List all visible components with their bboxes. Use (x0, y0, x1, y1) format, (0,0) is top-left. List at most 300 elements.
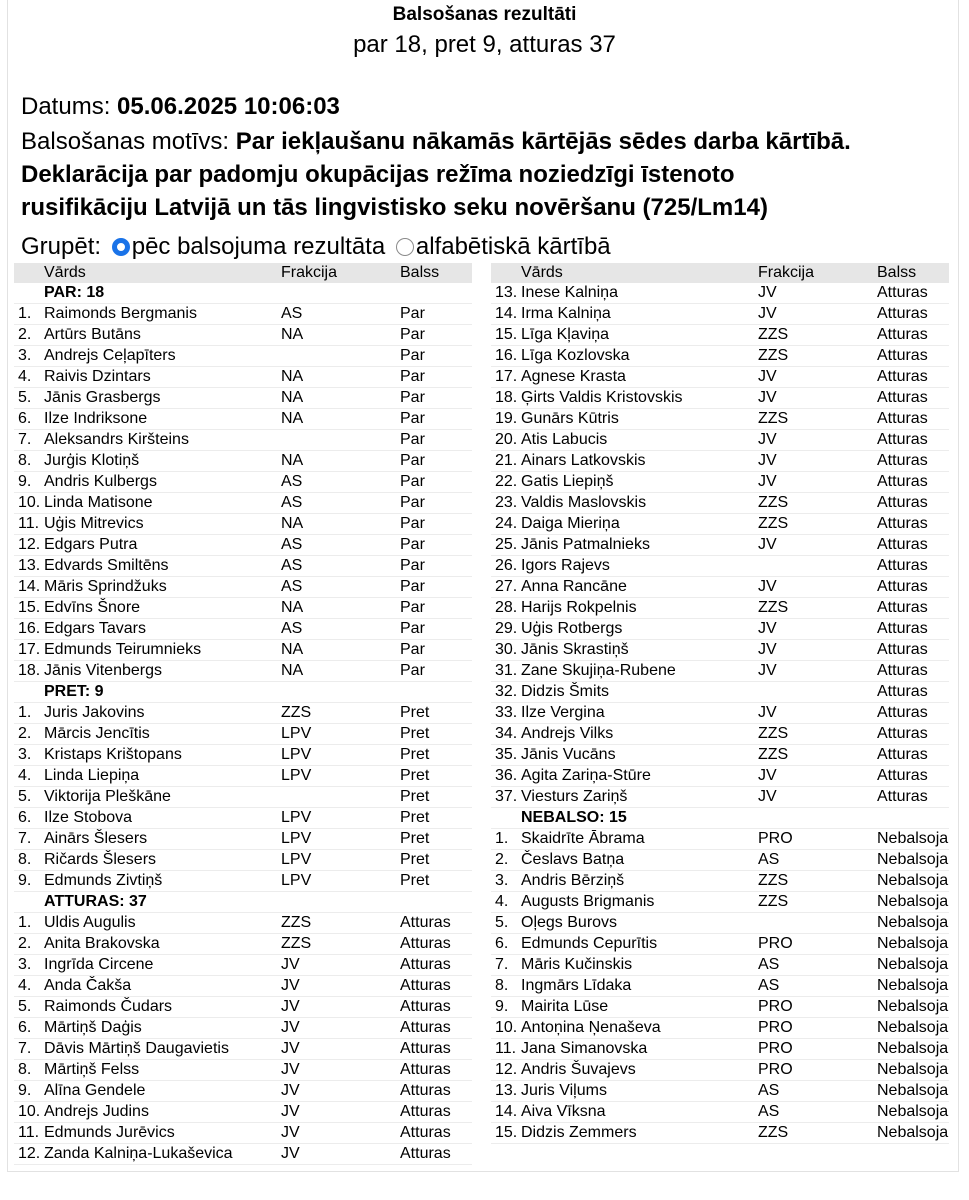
row-number: 13. (495, 284, 518, 301)
vote-cell: Par (400, 515, 425, 532)
row-number: 11. (18, 1124, 40, 1141)
date-label: Datums: (21, 93, 118, 120)
faction-cell: AS (758, 977, 780, 994)
row-number: 13. (18, 557, 41, 574)
results-table-left (14, 263, 472, 1165)
deputy-name: Agnese Krasta (521, 368, 626, 385)
faction-cell: ZZS (758, 872, 789, 889)
row-number: 15. (495, 326, 518, 343)
row-number: 7. (18, 1040, 32, 1057)
deputy-name: Jana Simanovska (521, 1040, 648, 1057)
vote-cell: Pret (400, 788, 430, 805)
vote-cell: Atturas (400, 914, 451, 931)
table-row (14, 955, 472, 976)
vote-cell: Atturas (400, 977, 451, 994)
deputy-name: Māris Kučinskis (521, 956, 633, 973)
faction-cell: ZZS (758, 746, 789, 763)
faction-cell: JV (281, 1040, 300, 1057)
table-row (14, 367, 472, 388)
table-row (14, 703, 472, 724)
faction-cell: JV (281, 1145, 300, 1162)
header-vote: Balss (877, 264, 917, 281)
row-number: 4. (18, 767, 32, 784)
faction-cell: JV (281, 1124, 300, 1141)
faction-cell: AS (758, 1103, 780, 1120)
table-row (491, 535, 949, 556)
deputy-name: Edmunds Jurēvics (44, 1124, 175, 1141)
vote-cell: Nebalsoja (877, 1019, 949, 1036)
header-faction: Frakcija (281, 264, 338, 281)
table-row (14, 619, 472, 640)
radio-by-result-label[interactable]: pēc balsojuma rezultāta (131, 233, 386, 260)
table-row (491, 724, 949, 745)
table-row (491, 451, 949, 472)
row-number: 19. (495, 410, 518, 427)
table-row (491, 1060, 949, 1081)
row-number: 3. (18, 746, 32, 763)
faction-cell: ZZS (758, 326, 789, 343)
deputy-name: Oļegs Burovs (521, 914, 618, 931)
row-number: 3. (18, 347, 32, 364)
vote-cell: Nebalsoja (877, 893, 949, 910)
faction-cell: PRO (758, 830, 793, 847)
group-header-row (14, 892, 472, 913)
deputy-name: Harijs Rokpelnis (521, 599, 637, 616)
row-number: 6. (18, 809, 32, 826)
deputy-name: Artūrs Butāns (44, 326, 141, 343)
faction-cell: AS (281, 473, 303, 490)
table-row (491, 556, 949, 577)
row-number: 4. (18, 368, 32, 385)
faction-cell: NA (281, 410, 304, 427)
deputy-name: Česlavs Batņa (521, 851, 625, 868)
row-number: 15. (18, 599, 41, 616)
vote-cell: Pret (400, 704, 430, 721)
row-number: 36. (495, 767, 518, 784)
vote-cell: Nebalsoja (877, 998, 949, 1015)
vote-cell: Par (400, 389, 425, 406)
deputy-name: Ingmārs Līdaka (521, 977, 632, 994)
table-row (491, 1039, 949, 1060)
deputy-name: Igors Rajevs (521, 557, 610, 574)
row-number: 31. (495, 662, 518, 679)
vote-cell: Atturas (877, 410, 928, 427)
deputy-name: Ainārs Šlesers (44, 830, 148, 847)
table-row (14, 577, 472, 598)
row-number: 8. (18, 851, 32, 868)
table-row (14, 556, 472, 577)
group-label: NEBALSO: 15 (521, 809, 627, 826)
deputy-name: Līga Kozlovska (521, 347, 630, 364)
deputy-name: Andris Bērziņš (521, 872, 625, 889)
row-number: 8. (495, 977, 509, 994)
deputy-name: Mairita Lūse (521, 998, 609, 1015)
table-row (491, 766, 949, 787)
table-row (14, 1018, 472, 1039)
deputy-name: Ainars Latkovskis (521, 452, 646, 469)
deputy-name: Jānis Patmalnieks (521, 536, 650, 553)
vote-cell: Atturas (877, 788, 928, 805)
deputy-name: Juris Jakovins (44, 704, 145, 721)
faction-cell: ZZS (758, 1124, 789, 1141)
deputy-name: Juris Viļums (521, 1082, 607, 1099)
deputy-name: Valdis Maslovskis (521, 494, 647, 511)
vote-cell: Pret (400, 809, 430, 826)
faction-cell: AS (758, 956, 780, 973)
group-label: PRET: 9 (44, 683, 104, 700)
vote-cell: Nebalsoja (877, 1082, 949, 1099)
row-number: 29. (495, 620, 518, 637)
row-number: 14. (18, 578, 41, 595)
table-row (491, 682, 949, 703)
vote-cell: Par (400, 536, 425, 553)
row-number: 9. (18, 872, 32, 889)
faction-cell: JV (758, 641, 777, 658)
vote-cell: Pret (400, 872, 430, 889)
vote-cell: Par (400, 578, 425, 595)
deputy-name: Jurģis Klotiņš (44, 452, 140, 469)
deputy-name: Linda Liepiņa (44, 767, 140, 784)
row-number: 6. (18, 410, 32, 427)
row-number: 1. (495, 830, 509, 847)
faction-cell: NA (281, 599, 304, 616)
vote-cell: Atturas (877, 683, 928, 700)
vote-cell: Nebalsoja (877, 1124, 949, 1141)
faction-cell: JV (758, 452, 777, 469)
faction-cell: LPV (281, 809, 312, 826)
row-number: 18. (495, 389, 518, 406)
faction-cell: JV (758, 305, 777, 322)
deputy-name: Edgars Putra (44, 536, 138, 553)
faction-cell: ZZS (758, 725, 789, 742)
deputy-name: Andrejs Ceļapīters (44, 347, 176, 364)
faction-cell: LPV (281, 872, 312, 889)
table-row (14, 430, 472, 451)
deputy-name: Raivis Dzintars (44, 368, 151, 385)
faction-cell: JV (281, 956, 300, 973)
row-number: 6. (495, 935, 509, 952)
table-row (14, 304, 472, 325)
deputy-name: Aleksandrs Kiršteins (44, 431, 189, 448)
table-row (491, 745, 949, 766)
table-row (14, 514, 472, 535)
vote-cell: Atturas (400, 1103, 451, 1120)
row-number: 21. (495, 452, 518, 469)
table-row (491, 304, 949, 325)
group-header-row (14, 283, 472, 304)
header-name: Vārds (521, 264, 563, 281)
deputy-name: Jānis Skrastiņš (521, 641, 629, 658)
table-row (14, 640, 472, 661)
row-number: 10. (495, 1019, 518, 1036)
deputy-name: Andris Kulbergs (44, 473, 157, 490)
row-number: 28. (495, 599, 518, 616)
row-number: 1. (18, 704, 32, 721)
row-number: 35. (495, 746, 518, 763)
vote-cell: Par (400, 620, 425, 637)
deputy-name: Ilze Indriksone (44, 410, 148, 427)
row-number: 1. (18, 305, 32, 322)
table-row (491, 661, 949, 682)
table-row (491, 913, 949, 934)
deputy-name: Ilze Stobova (44, 809, 133, 826)
faction-cell: ZZS (758, 893, 789, 910)
group-label: ATTURAS: 37 (44, 893, 147, 910)
row-number: 10. (18, 494, 41, 511)
row-number: 10. (18, 1103, 41, 1120)
faction-cell: NA (281, 662, 304, 679)
row-number: 34. (495, 725, 518, 742)
deputy-name: Jānis Grasbergs (44, 389, 161, 406)
table-row (491, 1081, 949, 1102)
table-row (491, 892, 949, 913)
vote-cell: Pret (400, 767, 430, 784)
vote-cell: Par (400, 662, 425, 679)
row-number: 11. (495, 1040, 517, 1057)
table-row (14, 829, 472, 850)
row-number: 8. (18, 1061, 32, 1078)
table-row (491, 829, 949, 850)
vote-cell: Par (400, 494, 425, 511)
faction-cell: JV (758, 620, 777, 637)
deputy-name: Viktorija Pleškāne (44, 788, 171, 805)
header-name: Vārds (44, 264, 86, 281)
row-number: 2. (18, 326, 32, 343)
deputy-name: Mārtiņš Daģis (44, 1019, 142, 1036)
table-row (491, 934, 949, 955)
motive-line-2 (21, 161, 735, 189)
table-row (491, 619, 949, 640)
row-number: 27. (495, 578, 518, 595)
deputy-name: Ingrīda Circene (44, 956, 154, 973)
vote-cell: Atturas (877, 662, 928, 679)
grouping-label: Grupēt: (21, 233, 108, 260)
page-title: Balsošanas rezultāti (392, 4, 577, 25)
faction-cell: JV (758, 704, 777, 721)
deputy-name: Edmunds Zivtiņš (44, 872, 163, 889)
table-row (491, 1018, 949, 1039)
table-row (14, 661, 472, 682)
table-row (491, 787, 949, 808)
table-row (14, 787, 472, 808)
vote-cell: Nebalsoja (877, 1061, 949, 1078)
deputy-name: Uģis Rotbergs (521, 620, 623, 637)
faction-cell: JV (281, 998, 300, 1015)
row-number: 33. (495, 704, 518, 721)
deputy-name: Atis Labucis (521, 431, 608, 448)
row-number: 32. (495, 683, 518, 700)
vote-cell: Pret (400, 725, 430, 742)
vote-cell: Pret (400, 746, 430, 763)
row-number: 3. (495, 872, 509, 889)
vote-cell: Atturas (877, 452, 928, 469)
motive-text-2: Deklarācija par padomju okupācijas režīma noziedzīgi īstenoto (21, 161, 735, 188)
faction-cell: JV (758, 389, 777, 406)
table-row (14, 598, 472, 619)
row-number: 5. (18, 998, 32, 1015)
faction-cell: JV (758, 788, 777, 805)
vote-cell: Atturas (877, 767, 928, 784)
vote-cell: Atturas (400, 1082, 451, 1099)
table-row (14, 1102, 472, 1123)
deputy-name: Anna Rancāne (521, 578, 627, 595)
vote-cell: Atturas (400, 998, 451, 1015)
vote-cell: Nebalsoja (877, 956, 949, 973)
faction-cell: LPV (281, 851, 312, 868)
deputy-name: Jānis Vucāns (521, 746, 616, 763)
table-row (491, 1123, 949, 1144)
row-number: 23. (495, 494, 518, 511)
vote-cell: Atturas (400, 1040, 451, 1057)
faction-cell: AS (281, 494, 303, 511)
vote-cell: Nebalsoja (877, 914, 949, 931)
vote-cell: Atturas (877, 326, 928, 343)
table-row (491, 703, 949, 724)
vote-cell: Atturas (877, 557, 928, 574)
table-row (491, 283, 949, 304)
deputy-name: Ilze Vergina (521, 704, 605, 721)
vote-cell: Atturas (877, 368, 928, 385)
deputy-name: Dāvis Mārtiņš Daugavietis (44, 1040, 229, 1057)
radio-by-result[interactable] (112, 238, 130, 256)
faction-cell: JV (281, 1061, 300, 1078)
vote-cell: Atturas (877, 620, 928, 637)
faction-cell: JV (281, 1082, 300, 1099)
deputy-name: Anda Čakša (44, 977, 132, 994)
deputy-name: Alīna Gendele (44, 1082, 146, 1099)
vote-cell: Nebalsoja (877, 830, 949, 847)
vote-cell: Pret (400, 851, 430, 868)
vote-cell: Atturas (877, 641, 928, 658)
faction-cell: NA (281, 641, 304, 658)
table-row (14, 1081, 472, 1102)
deputy-name: Antoņina Ņenaševa (521, 1019, 661, 1036)
vote-cell: Atturas (877, 347, 928, 364)
deputy-name: Linda Matisone (44, 494, 153, 511)
radio-alphabetical[interactable] (396, 238, 414, 256)
date-line (21, 93, 340, 121)
vote-cell: Par (400, 431, 425, 448)
vote-summary: par 18, pret 9, atturas 37 (353, 31, 616, 58)
row-number: 20. (495, 431, 518, 448)
table-row (14, 388, 472, 409)
row-number: 2. (18, 725, 32, 742)
table-row (491, 577, 949, 598)
vote-cell: Nebalsoja (877, 1103, 949, 1120)
faction-cell: PRO (758, 935, 793, 952)
vote-cell: Atturas (877, 578, 928, 595)
faction-cell: PRO (758, 998, 793, 1015)
motive-text-3: rusifikāciju Latvijā un tās lingvistisko seku novēršanu (725/Lm14) (21, 194, 768, 221)
deputy-name: Ģirts Valdis Kristovskis (521, 389, 683, 406)
row-number: 7. (495, 956, 509, 973)
faction-cell: JV (758, 368, 777, 385)
faction-cell: ZZS (758, 347, 789, 364)
faction-cell: JV (758, 536, 777, 553)
header-faction: Frakcija (758, 264, 815, 281)
deputy-name: Viesturs Zariņš (521, 788, 628, 805)
deputy-name: Uldis Augulis (44, 914, 136, 931)
table-row (491, 388, 949, 409)
deputy-name: Māris Sprindžuks (44, 578, 167, 595)
table-row (14, 997, 472, 1018)
deputy-name: Raimonds Bergmanis (44, 305, 197, 322)
faction-cell: AS (281, 557, 303, 574)
vote-cell: Atturas (877, 725, 928, 742)
row-number: 12. (495, 1061, 518, 1078)
results-table-right (491, 263, 949, 1144)
row-number: 12. (18, 1145, 41, 1162)
deputy-name: Skaidrīte Ābrama (521, 830, 645, 847)
faction-cell: AS (758, 1082, 780, 1099)
deputy-name: Anita Brakovska (44, 935, 160, 952)
table-header (491, 263, 949, 283)
faction-cell: AS (281, 620, 303, 637)
vote-cell: Pret (400, 830, 430, 847)
row-number: 17. (495, 368, 518, 385)
faction-cell: NA (281, 452, 304, 469)
deputy-name: Aiva Vīksna (521, 1103, 606, 1120)
radio-alphabetical-label[interactable]: alfabētiskā kārtībā (415, 233, 611, 260)
date-value: 05.06.2025 10:06:03 (117, 93, 340, 120)
row-number: 5. (495, 914, 509, 931)
vote-cell: Atturas (877, 389, 928, 406)
table-row (14, 934, 472, 955)
deputy-name: Edvīns Šnore (44, 599, 141, 616)
row-number: 16. (495, 347, 518, 364)
deputy-name: Daiga Mieriņa (521, 515, 620, 532)
deputy-name: Augusts Brigmanis (521, 893, 655, 910)
table-row (491, 493, 949, 514)
vote-cell: Atturas (400, 956, 451, 973)
table-row (491, 997, 949, 1018)
vote-cell: Atturas (877, 515, 928, 532)
deputy-name: Andris Šuvajevs (521, 1061, 636, 1078)
row-number: 9. (495, 998, 509, 1015)
table-row (491, 430, 949, 451)
row-number: 17. (18, 641, 41, 658)
deputy-name: Agita Zariņa-Stūre (521, 767, 651, 784)
faction-cell: PRO (758, 1040, 793, 1057)
table-row (491, 325, 949, 346)
vote-cell: Par (400, 347, 425, 364)
vote-cell: Par (400, 326, 425, 343)
row-number: 22. (495, 473, 518, 490)
deputy-name: Līga Kļaviņa (521, 326, 610, 343)
vote-cell: Nebalsoja (877, 851, 949, 868)
table-row (491, 367, 949, 388)
row-number: 2. (495, 851, 509, 868)
faction-cell: AS (281, 578, 303, 595)
vote-cell: Atturas (877, 473, 928, 490)
faction-cell: JV (281, 1103, 300, 1120)
deputy-name: Didzis Šmits (521, 683, 610, 700)
vote-cell: Par (400, 641, 425, 658)
vote-cell: Atturas (877, 536, 928, 553)
deputy-name: Gatis Liepiņš (521, 473, 614, 490)
row-number: 3. (18, 956, 32, 973)
table-row (14, 808, 472, 829)
table-row (491, 871, 949, 892)
deputy-name: Zane Skujiņa-Rubene (521, 662, 676, 679)
table-row (491, 472, 949, 493)
motive-label: Balsošanas motīvs: (21, 128, 236, 155)
deputy-name: Jānis Vitenbergs (44, 662, 162, 679)
deputy-name: Edgars Tavars (44, 620, 146, 637)
faction-cell: JV (281, 977, 300, 994)
row-number: 16. (18, 620, 41, 637)
row-number: 12. (18, 536, 41, 553)
